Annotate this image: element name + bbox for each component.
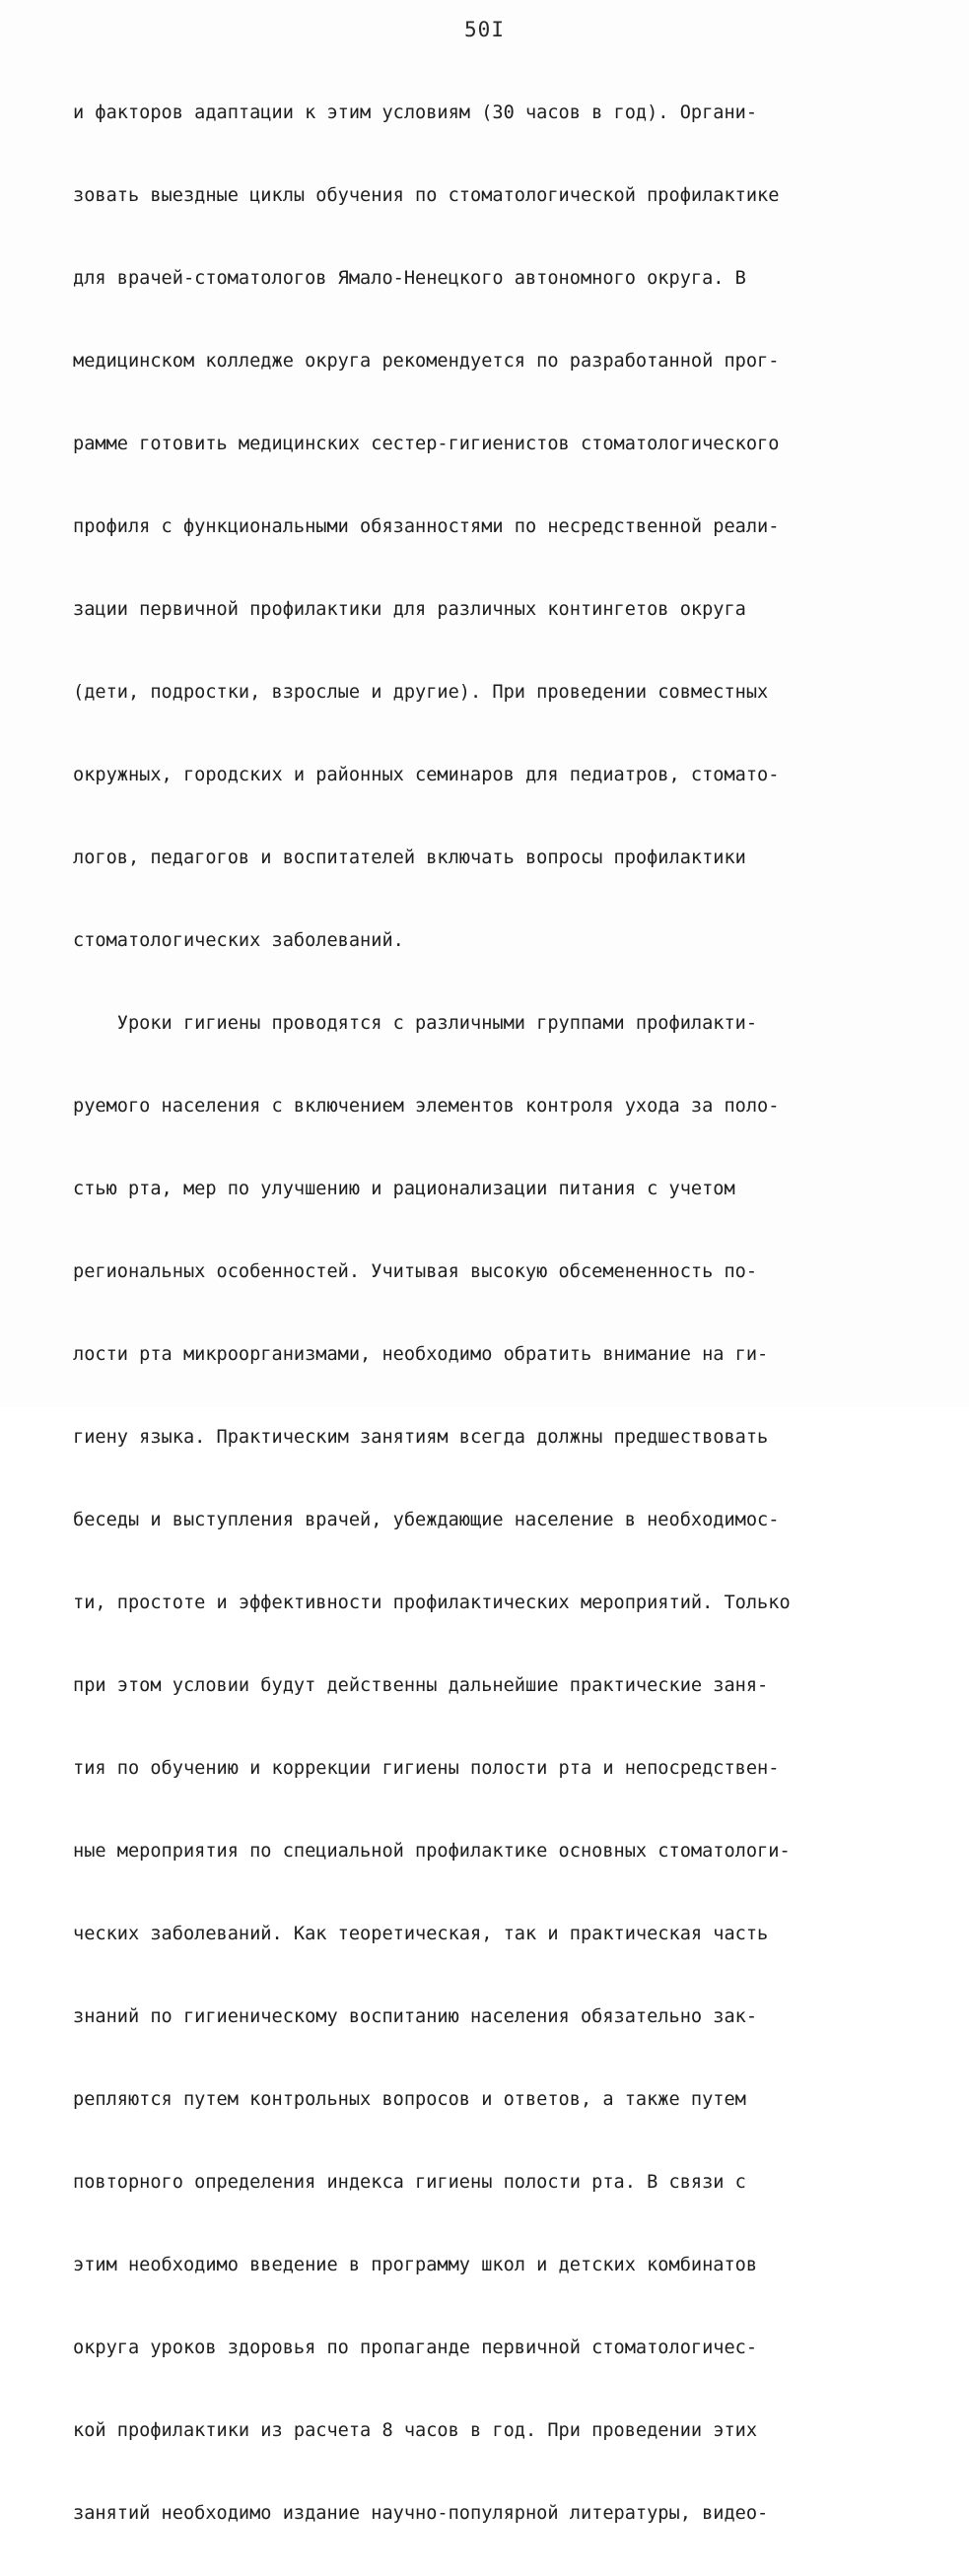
text-line: гиену языка. Практическим занятиям всегда должны предшествовать [73, 1427, 769, 1448]
text-line: этим необходимо введение в программу школ и детских комбинатов [73, 2255, 758, 2275]
text-line: и факторов адаптации к этим условиям (30 часов в год). Органи- [73, 102, 758, 123]
text-line: ческих заболеваний. Как теоретическая, так и практическая часть [73, 1924, 769, 1944]
text-line: логов, педагогов и воспитателей включать вопросы профилактики [73, 847, 746, 868]
text-line: занятий необходимо издание научно-популярной литературы, видео- [73, 2503, 769, 2524]
page-number: 50I [464, 18, 505, 41]
text-line: зации первичной профилактики для различных контингетов округа [73, 599, 746, 620]
text-line: (дети, подростки, взрослые и другие). При проведении совместных [73, 682, 769, 703]
text-line: беседы и выступления врачей, убеждающие население в необходимос- [73, 1510, 780, 1530]
paragraph-start-line: Уроки гигиены проводятся с различными группами профилакти- [73, 1013, 758, 1034]
text-line: стоматологических заболеваний. [73, 930, 404, 951]
text-line: руемого населения с включением элементов контроля ухода за поло- [73, 1096, 780, 1117]
text-line: округа уроков здоровья по пропаганде первичной стоматологичес- [73, 2338, 758, 2358]
text-line: региональных особенностей. Учитывая высокую обсемененность по- [73, 1261, 758, 1282]
text-line: при этом условии будут действенны дальнейшие практические заня- [73, 1675, 769, 1696]
text-line: кой профилактики из расчета 8 часов в год. При проведении этих [73, 2420, 758, 2441]
text-line: тия по обучению и коррекции гигиены полости рта и непосредствен- [73, 1758, 780, 1779]
document-body [73, 51, 901, 2576]
text-line: профиля с функциональными обязанностями по несредственной реали- [73, 516, 780, 537]
text-line: ти, простоте и эффективности профилактических мероприятий. Только [73, 1593, 791, 1613]
text-line: ные мероприятия по специальной профилактике основных стоматологи- [73, 1841, 791, 1862]
text-line: знаний по гигиеническому воспитанию населения обязательно зак- [73, 2006, 758, 2027]
text-line: медицинском колледже округа рекомендуется по разработанной прог- [73, 351, 780, 372]
text-line: рамме готовить медицинских сестер-гигиенистов стоматологического [73, 434, 780, 454]
text-line: репляются путем контрольных вопросов и ответов, а также путем [73, 2089, 746, 2110]
text-line: зовать выездные циклы обучения по стоматологической профилактике [73, 185, 780, 206]
text-line: для врачей-стоматологов Ямало-Ненецкого автономного округа. В [73, 268, 746, 289]
text-line: окружных, городских и районных семинаров для педиатров, стомато- [73, 765, 780, 785]
text-line: повторного определения индекса гигиены полости рта. В связи с [73, 2172, 746, 2193]
text-line: лости рта микроорганизмами, необходимо обратить внимание на ги- [73, 1344, 769, 1365]
text-line: стью рта, мер по улучшению и рационализации питания с учетом [73, 1179, 735, 1199]
